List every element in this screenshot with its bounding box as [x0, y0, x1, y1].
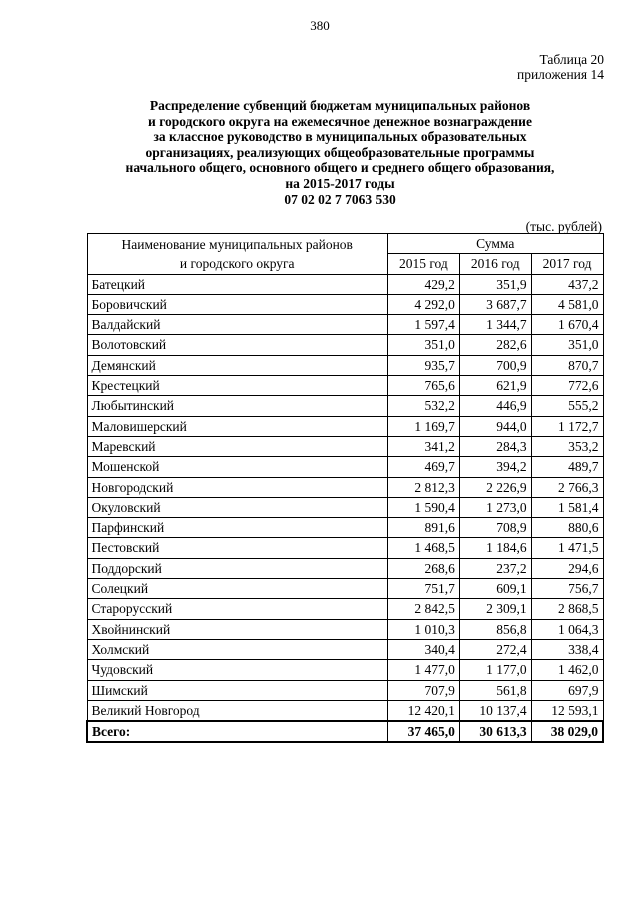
row-value-2015: 1 590,4 [387, 497, 459, 517]
row-value-2016: 351,9 [459, 274, 531, 294]
row-value-2016: 446,9 [459, 396, 531, 416]
row-value-2016: 272,4 [459, 639, 531, 659]
header-sum: Сумма [387, 234, 603, 254]
page-number: 380 [310, 18, 330, 33]
row-name: Маловишерский [87, 416, 387, 436]
row-value-2015: 2 812,3 [387, 477, 459, 497]
table-ref-line: приложения 14 [516, 67, 604, 82]
units-label: (тыс. рублей) [525, 219, 602, 234]
header-name-line: Наименование муниципальных районов [121, 236, 353, 252]
row-value-2017: 756,7 [531, 579, 603, 599]
row-value-2016: 1 273,0 [459, 497, 531, 517]
row-value-2016: 2 309,1 [459, 599, 531, 619]
title-line: на 2015-2017 годы [285, 175, 395, 191]
table-row [87, 315, 603, 335]
row-name: Солецкий [87, 579, 387, 599]
row-value-2017: 772,6 [531, 376, 603, 396]
row-value-2017: 1 462,0 [531, 660, 603, 680]
table-row [87, 497, 603, 517]
row-value-2015: 268,6 [387, 558, 459, 578]
row-value-2015: 1 477,0 [387, 660, 459, 680]
total-label: Всего: [87, 721, 387, 742]
row-value-2017: 870,7 [531, 355, 603, 375]
row-value-2015: 532,2 [387, 396, 459, 416]
total-2015: 37 465,0 [387, 721, 459, 742]
row-name: Хвойнинский [87, 619, 387, 639]
row-name: Боровичский [87, 294, 387, 314]
title-line: за классное руководство в муниципальных образовательных [153, 129, 527, 145]
table-row [87, 477, 603, 497]
row-value-2016: 1 177,0 [459, 660, 531, 680]
table-row [87, 396, 603, 416]
title-line: Распределение субвенций бюджетам муниципальных районов [149, 98, 531, 113]
row-value-2017: 489,7 [531, 457, 603, 477]
row-value-2016: 2 226,9 [459, 477, 531, 497]
row-value-2016: 284,3 [459, 436, 531, 456]
budget-code: 07 02 02 7 7063 530 [284, 191, 396, 207]
table-row [87, 619, 603, 639]
row-value-2016: 856,8 [459, 619, 531, 639]
row-value-2015: 341,2 [387, 436, 459, 456]
row-name: Парфинский [87, 518, 387, 538]
row-value-2016: 10 137,4 [459, 700, 531, 721]
row-value-2017: 1 471,5 [531, 538, 603, 558]
row-name: Великий Новгород [87, 700, 387, 721]
table-row [87, 436, 603, 456]
table-row [87, 274, 603, 294]
document-title [60, 98, 620, 207]
row-name: Валдайский [87, 315, 387, 335]
table-row [87, 639, 603, 659]
row-value-2015: 751,7 [387, 579, 459, 599]
row-name: Новгородский [87, 477, 387, 497]
row-value-2017: 1 172,7 [531, 416, 603, 436]
table-row [87, 457, 603, 477]
title-line: начального общего, основного общего и среднего общего образования, [125, 160, 555, 176]
row-name: Пестовский [87, 538, 387, 558]
row-value-2015: 1 597,4 [387, 315, 459, 335]
table-row [87, 538, 603, 558]
row-value-2015: 469,7 [387, 457, 459, 477]
row-value-2016: 700,9 [459, 355, 531, 375]
row-name: Батецкий [87, 274, 387, 294]
table-reference [517, 52, 604, 82]
row-value-2016: 944,0 [459, 416, 531, 436]
header-year-2015: 2015 год [387, 254, 459, 274]
row-value-2017: 4 581,0 [531, 294, 603, 314]
row-value-2015: 707,9 [387, 680, 459, 700]
row-value-2015: 4 292,0 [387, 294, 459, 314]
total-2017: 38 029,0 [531, 721, 603, 742]
row-value-2015: 340,4 [387, 639, 459, 659]
row-name: Демянский [87, 355, 387, 375]
row-value-2016: 609,1 [459, 579, 531, 599]
table-body [87, 274, 603, 721]
row-name: Мошенской [87, 457, 387, 477]
row-value-2017: 880,6 [531, 518, 603, 538]
row-name: Старорусский [87, 599, 387, 619]
row-value-2017: 353,2 [531, 436, 603, 456]
row-name: Маревский [87, 436, 387, 456]
table-row [87, 660, 603, 680]
row-value-2016: 394,2 [459, 457, 531, 477]
table-row [87, 579, 603, 599]
table-row [87, 355, 603, 375]
row-name: Поддорский [87, 558, 387, 578]
table-row [87, 700, 603, 721]
row-value-2015: 12 420,1 [387, 700, 459, 721]
row-value-2015: 1 169,7 [387, 416, 459, 436]
row-value-2015: 765,6 [387, 376, 459, 396]
title-line: и городского округа на ежемесячное денежное вознаграждение [148, 113, 532, 129]
table-row [87, 376, 603, 396]
table-row [87, 680, 603, 700]
row-value-2016: 1 344,7 [459, 315, 531, 335]
row-value-2015: 1 468,5 [387, 538, 459, 558]
table-row [87, 518, 603, 538]
row-value-2015: 429,2 [387, 274, 459, 294]
header-name [87, 234, 387, 275]
row-value-2017: 1 064,3 [531, 619, 603, 639]
subvention-table [86, 233, 604, 743]
row-value-2016: 621,9 [459, 376, 531, 396]
row-name: Волотовский [87, 335, 387, 355]
row-value-2015: 891,6 [387, 518, 459, 538]
row-value-2016: 237,2 [459, 558, 531, 578]
row-name: Любытинский [87, 396, 387, 416]
row-value-2017: 2 766,3 [531, 477, 603, 497]
table-row [87, 416, 603, 436]
header-year-2017: 2017 год [531, 254, 603, 274]
row-value-2017: 1 670,4 [531, 315, 603, 335]
row-value-2016: 3 687,7 [459, 294, 531, 314]
row-value-2017: 294,6 [531, 558, 603, 578]
title-line: организациях, реализующих общеобразовательные программы [145, 144, 535, 160]
row-value-2017: 338,4 [531, 639, 603, 659]
row-name: Холмский [87, 639, 387, 659]
row-value-2017: 12 593,1 [531, 700, 603, 721]
table-ref-line: Таблица 20 [539, 52, 604, 67]
row-value-2017: 555,2 [531, 396, 603, 416]
row-value-2016: 282,6 [459, 335, 531, 355]
total-row [87, 721, 603, 742]
row-name: Окуловский [87, 497, 387, 517]
row-name: Шимский [87, 680, 387, 700]
table-row [87, 294, 603, 314]
row-value-2017: 351,0 [531, 335, 603, 355]
row-value-2016: 1 184,6 [459, 538, 531, 558]
row-value-2016: 561,8 [459, 680, 531, 700]
row-value-2016: 708,9 [459, 518, 531, 538]
table-row [87, 558, 603, 578]
total-2016: 30 613,3 [459, 721, 531, 742]
header-name-line: и городского округа [179, 255, 295, 271]
header-year-2016: 2016 год [459, 254, 531, 274]
row-name: Крестецкий [87, 376, 387, 396]
row-value-2017: 697,9 [531, 680, 603, 700]
row-value-2017: 1 581,4 [531, 497, 603, 517]
row-value-2017: 2 868,5 [531, 599, 603, 619]
row-name: Чудовский [87, 660, 387, 680]
row-value-2015: 935,7 [387, 355, 459, 375]
row-value-2015: 351,0 [387, 335, 459, 355]
table-row [87, 335, 603, 355]
row-value-2017: 437,2 [531, 274, 603, 294]
row-value-2015: 1 010,3 [387, 619, 459, 639]
table-row [87, 599, 603, 619]
row-value-2015: 2 842,5 [387, 599, 459, 619]
